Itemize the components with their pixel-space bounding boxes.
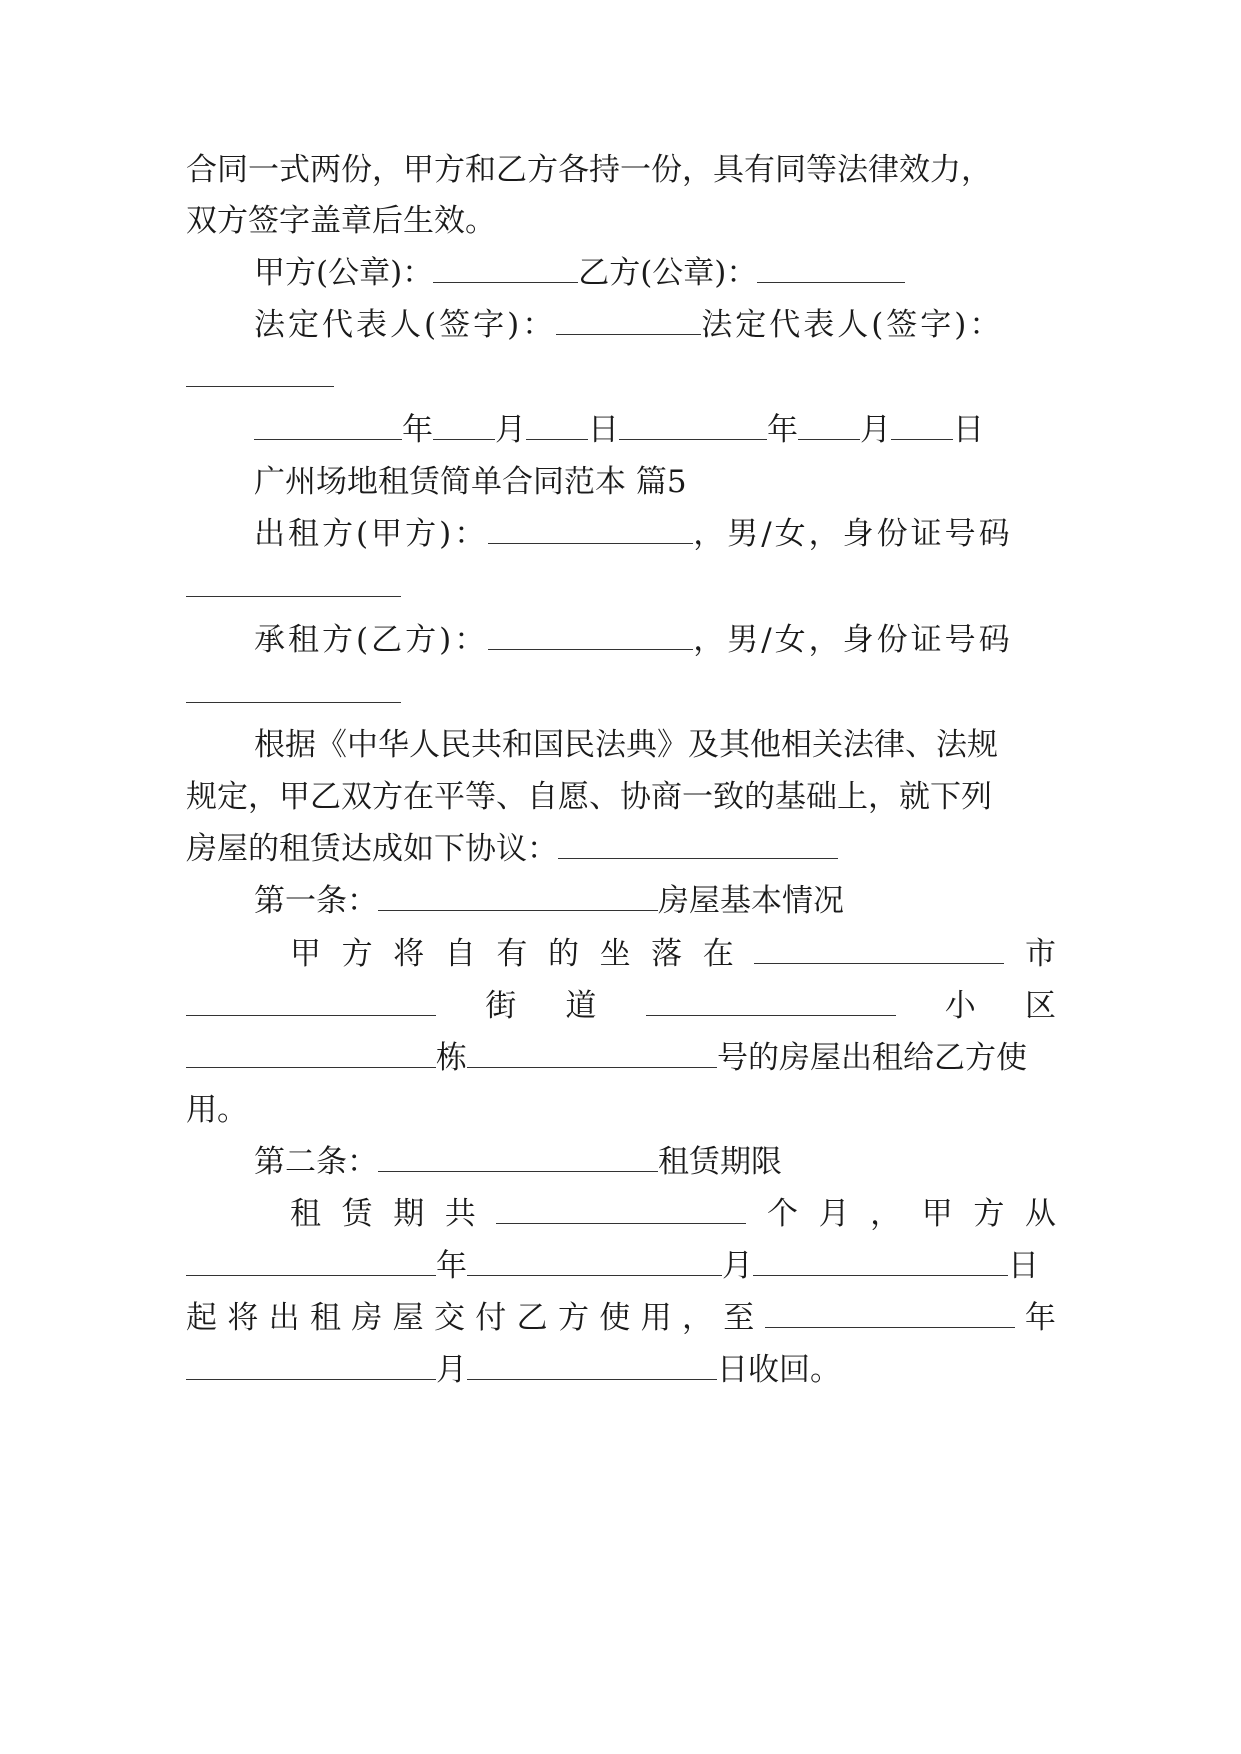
text: 方 <box>557 1300 589 1336</box>
party-a-rep-label: 法定代表人(签字)： <box>254 307 557 343</box>
text: 号的房屋出租给乙方使 <box>717 1040 1027 1076</box>
text: 租 <box>290 1196 321 1232</box>
text: 租 <box>309 1300 341 1336</box>
month-label: 月 <box>722 1248 753 1284</box>
text: 在 <box>702 936 734 972</box>
text: 房屋的租赁达成如下协议： <box>186 831 558 867</box>
text: 落 <box>651 936 683 972</box>
article-label: 第二条： <box>254 1144 378 1180</box>
contract-effect-line <box>186 201 1056 241</box>
lessee-line <box>254 620 1056 660</box>
party-a-seal-blank[interactable] <box>433 256 578 283</box>
building-blank[interactable] <box>467 1041 717 1068</box>
sign-date-line <box>254 410 1056 450</box>
lessee-id-blank[interactable] <box>186 676 401 703</box>
day-label: 日 <box>1008 1248 1039 1284</box>
text: 月 <box>818 1196 850 1232</box>
start-day-blank[interactable] <box>753 1249 1008 1276</box>
text: 至 <box>723 1300 755 1336</box>
year-label: 年 <box>1024 1300 1056 1336</box>
text: 有 <box>496 936 528 972</box>
seal-line <box>254 253 1056 293</box>
agreement-blank[interactable] <box>558 832 838 859</box>
lessor-gender-id-label: ，男/女，身份证号码 <box>693 516 1013 552</box>
party-b-rep-label: 法定代表人(签字)： <box>701 307 1004 343</box>
year-label: 年 <box>436 1248 467 1284</box>
lease-term-line <box>290 1194 1056 1234</box>
text: 个 <box>766 1196 798 1232</box>
text: 共 <box>444 1196 476 1232</box>
preamble-line-3 <box>186 829 1056 869</box>
building-line <box>186 1038 1056 1078</box>
article-title: 房屋基本情况 <box>658 883 844 919</box>
legal-rep-line <box>254 305 1056 345</box>
lessee-id-line <box>186 673 1056 713</box>
article-label: 第一条： <box>254 883 378 919</box>
city-blank[interactable] <box>754 937 1004 964</box>
year-label: 年 <box>767 412 798 448</box>
lessor-id-line <box>186 567 1056 607</box>
party-a-rep-blank[interactable] <box>556 308 701 335</box>
district-blank[interactable] <box>186 989 436 1016</box>
month-label: 月 <box>495 412 526 448</box>
year-blank[interactable] <box>619 413 767 440</box>
text: 交 <box>433 1300 465 1336</box>
property-location-line <box>290 934 1056 974</box>
street-area-line <box>186 986 1056 1026</box>
month-label: 月 <box>860 412 891 448</box>
lessor-name-blank[interactable] <box>488 517 693 544</box>
text: 从 <box>1024 1196 1056 1232</box>
month-label: 月 <box>436 1352 467 1388</box>
lessee-label: 承租方(乙方)： <box>254 622 489 658</box>
text: 起 <box>186 1300 217 1336</box>
lessor-label: 出租方(甲方)： <box>254 516 489 552</box>
day-blank[interactable] <box>891 413 953 440</box>
street-char: 街 <box>485 988 517 1024</box>
end-date-line <box>186 1350 1056 1390</box>
text: 方 <box>341 936 373 972</box>
text: 甲 <box>921 1196 953 1232</box>
building-line-end <box>186 1090 1056 1130</box>
legal-rep-blank-line <box>186 357 1056 397</box>
start-date-line <box>186 1246 1056 1286</box>
text: 期 <box>393 1196 425 1232</box>
area-char: 小 <box>944 988 976 1024</box>
text: ， <box>870 1196 902 1232</box>
month-blank[interactable] <box>433 413 495 440</box>
text: 合同一式两份，甲方和乙方各持一份，具有同等法律效力， <box>186 152 992 188</box>
months-blank[interactable] <box>496 1197 746 1224</box>
text: 自 <box>444 936 476 972</box>
party-b-seal-label: 乙方(公章)： <box>578 255 758 291</box>
start-year-blank[interactable] <box>186 1249 436 1276</box>
text: 甲 <box>290 936 321 972</box>
text: 赁 <box>341 1196 373 1232</box>
text: 的 <box>547 936 579 972</box>
start-month-blank[interactable] <box>467 1249 722 1276</box>
end-year-blank[interactable] <box>765 1301 1015 1328</box>
day-label: 日 <box>588 412 619 448</box>
text: 屋 <box>392 1300 424 1336</box>
text: 乙 <box>516 1300 548 1336</box>
party-a-seal-label: 甲方(公章)： <box>254 255 434 291</box>
city-label: 市 <box>1024 936 1056 972</box>
text: 使 <box>599 1300 631 1336</box>
section-heading <box>254 462 1056 502</box>
text: 双方签字盖章后生效。 <box>186 203 496 239</box>
text: 用。 <box>186 1092 248 1128</box>
text: 出 <box>268 1300 300 1336</box>
article-2-blank[interactable] <box>378 1145 658 1172</box>
party-b-seal-blank[interactable] <box>757 256 905 283</box>
article-2-heading <box>254 1142 1056 1182</box>
text: 日收回。 <box>717 1352 841 1388</box>
text: 坐 <box>599 936 631 972</box>
heading-text: 广州场地租赁简单合同范本 篇5 <box>254 464 687 500</box>
text: 规定，甲乙双方在平等、自愿、协商一致的基础上，就下列 <box>186 779 992 815</box>
year-blank[interactable] <box>254 413 402 440</box>
article-1-blank[interactable] <box>378 884 658 911</box>
text: 方 <box>973 1196 1005 1232</box>
lessee-gender-id-label: ，男/女，身份证号码 <box>693 622 1013 658</box>
handover-line <box>186 1298 1056 1338</box>
street-blank[interactable] <box>646 989 896 1016</box>
text: 根据《中华人民共和国民法典》及其他相关法律、法规 <box>254 727 998 763</box>
day-label: 日 <box>953 412 984 448</box>
article-title: 租赁期限 <box>658 1144 782 1180</box>
text: 将 <box>227 1300 259 1336</box>
community-blank[interactable] <box>186 1041 436 1068</box>
party-b-rep-blank[interactable] <box>186 360 334 387</box>
text: 将 <box>393 936 425 972</box>
lessor-line <box>254 514 1056 554</box>
building-label: 栋 <box>436 1040 467 1076</box>
day-blank[interactable] <box>526 413 588 440</box>
contract-copies-line <box>186 150 1056 190</box>
end-day-blank[interactable] <box>467 1353 717 1380</box>
month-blank[interactable] <box>798 413 860 440</box>
text: 房 <box>351 1300 383 1336</box>
preamble-line-2 <box>186 777 1056 817</box>
preamble-line-1 <box>254 725 1056 765</box>
street-char: 道 <box>565 988 597 1024</box>
text: 用 <box>640 1300 672 1336</box>
lessor-id-blank[interactable] <box>186 570 401 597</box>
year-label: 年 <box>402 412 433 448</box>
text: 付 <box>475 1300 507 1336</box>
lessee-name-blank[interactable] <box>488 623 693 650</box>
end-month-blank[interactable] <box>186 1353 436 1380</box>
article-1-heading <box>254 881 1056 921</box>
area-char: 区 <box>1024 988 1056 1024</box>
text: ， <box>681 1300 713 1336</box>
